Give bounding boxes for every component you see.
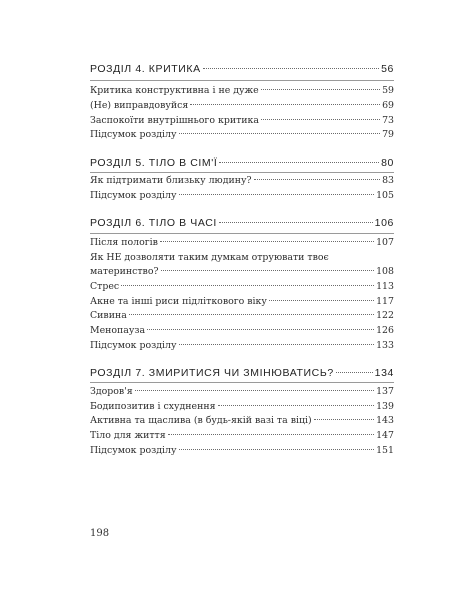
entry-title: (Не) виправдовуйся bbox=[90, 100, 189, 111]
entry-title: Підсумок розділу bbox=[90, 129, 177, 140]
entry-title-line: Як НЕ дозволяти таким думкам отруювати твоє bbox=[90, 252, 329, 263]
entry-page: 105 bbox=[376, 190, 394, 201]
entry-title: Здоров'я bbox=[90, 386, 133, 397]
entry-page: 113 bbox=[376, 281, 394, 292]
entry-title: Підсумок розділу bbox=[90, 190, 177, 201]
entry-title: Підсумок розділу bbox=[90, 340, 177, 351]
toc-heading-section-4 bbox=[90, 63, 394, 75]
dot-leader bbox=[147, 329, 374, 330]
dot-leader bbox=[254, 179, 381, 180]
dot-leader bbox=[179, 449, 375, 450]
dot-leader bbox=[129, 314, 374, 315]
page-number: 198 bbox=[90, 528, 110, 539]
dot-leader bbox=[179, 344, 375, 345]
entry-page: 147 bbox=[376, 430, 394, 441]
toc-entry bbox=[90, 325, 394, 336]
entry-page: 137 bbox=[376, 386, 394, 397]
dot-leader bbox=[261, 119, 380, 120]
toc-entry bbox=[90, 100, 394, 111]
toc-entry bbox=[90, 266, 394, 277]
dot-leader bbox=[161, 270, 375, 271]
entry-title: Менопауза bbox=[90, 325, 146, 336]
toc-entry bbox=[90, 386, 394, 397]
entry-page: 107 bbox=[376, 237, 394, 248]
section-page: 134 bbox=[374, 367, 394, 379]
dot-leader bbox=[261, 89, 380, 90]
toc-entry bbox=[90, 415, 394, 426]
toc-entry bbox=[90, 445, 394, 456]
entry-page: 151 bbox=[376, 445, 394, 456]
entry-title: Активна та щаслива (в будь-якій вазі та віці) bbox=[90, 415, 312, 426]
dot-leader bbox=[190, 104, 380, 105]
entry-page: 117 bbox=[376, 296, 394, 307]
toc-entry bbox=[90, 190, 394, 201]
entry-page: 122 bbox=[376, 310, 394, 321]
entry-page: 108 bbox=[376, 266, 394, 277]
entry-title: Акне та інші риси підліткового віку bbox=[90, 296, 267, 307]
entry-title: Заспокоїти внутрішнього критика bbox=[90, 115, 259, 126]
entry-page: 143 bbox=[376, 415, 394, 426]
entry-title: Тіло для життя bbox=[90, 430, 166, 441]
toc-entry bbox=[90, 237, 394, 248]
toc-entry bbox=[90, 296, 394, 307]
toc-heading-section-7 bbox=[90, 367, 394, 379]
entry-page: 69 bbox=[382, 100, 394, 111]
toc-entry bbox=[90, 281, 394, 292]
section-divider bbox=[90, 80, 394, 81]
entry-page: 79 bbox=[382, 129, 394, 140]
toc-heading-section-5 bbox=[90, 157, 394, 169]
dot-leader bbox=[203, 68, 379, 69]
dot-leader bbox=[160, 241, 374, 242]
toc-entry bbox=[90, 85, 394, 96]
entry-page: 59 bbox=[382, 85, 394, 96]
toc-entry bbox=[90, 310, 394, 321]
toc-entry bbox=[90, 115, 394, 126]
entry-title: Як підтримати близьку людину? bbox=[90, 175, 252, 186]
toc-entry bbox=[90, 175, 394, 186]
toc-entry bbox=[90, 129, 394, 140]
entry-title: Критика конструктивна і не дуже bbox=[90, 85, 259, 96]
entry-title: Після пологів bbox=[90, 237, 158, 248]
entry-page: 83 bbox=[382, 175, 394, 186]
entry-page: 73 bbox=[382, 115, 394, 126]
entry-page: 126 bbox=[376, 325, 394, 336]
toc-entry bbox=[90, 401, 394, 412]
entry-page: 139 bbox=[376, 401, 394, 412]
entry-title: Сивина bbox=[90, 310, 127, 321]
dot-leader bbox=[269, 300, 374, 301]
entry-title: Стрес bbox=[90, 281, 120, 292]
section-title: РОЗДІЛ 5. ТІЛО В СІМ'Ї bbox=[90, 157, 218, 169]
section-page: 56 bbox=[381, 63, 394, 75]
section-title: РОЗДІЛ 4. КРИТИКА bbox=[90, 63, 201, 75]
entry-title: Бодипозитив і схуднення bbox=[90, 401, 216, 412]
section-divider bbox=[90, 382, 394, 383]
toc-entry bbox=[90, 340, 394, 351]
dot-leader bbox=[135, 390, 374, 391]
section-divider bbox=[90, 233, 394, 234]
section-page: 106 bbox=[374, 217, 394, 229]
section-divider bbox=[90, 172, 394, 173]
dot-leader bbox=[218, 405, 375, 406]
section-title: РОЗДІЛ 7. ЗМИРИТИСЯ ЧИ ЗМІНЮВАТИСЬ? bbox=[90, 367, 334, 379]
section-title: РОЗДІЛ 6. ТІЛО В ЧАСІ bbox=[90, 217, 217, 229]
toc-entry bbox=[90, 430, 394, 441]
dot-leader bbox=[336, 372, 373, 373]
dot-leader bbox=[121, 285, 374, 286]
dot-leader bbox=[168, 434, 374, 435]
dot-leader bbox=[179, 133, 381, 134]
entry-title: материнство? bbox=[90, 266, 159, 277]
dot-leader bbox=[219, 162, 379, 163]
dot-leader bbox=[179, 194, 375, 195]
dot-leader bbox=[219, 222, 373, 223]
toc-heading-section-6 bbox=[90, 217, 394, 229]
entry-page: 133 bbox=[376, 340, 394, 351]
entry-title: Підсумок розділу bbox=[90, 445, 177, 456]
dot-leader bbox=[314, 419, 374, 420]
section-page: 80 bbox=[381, 157, 394, 169]
